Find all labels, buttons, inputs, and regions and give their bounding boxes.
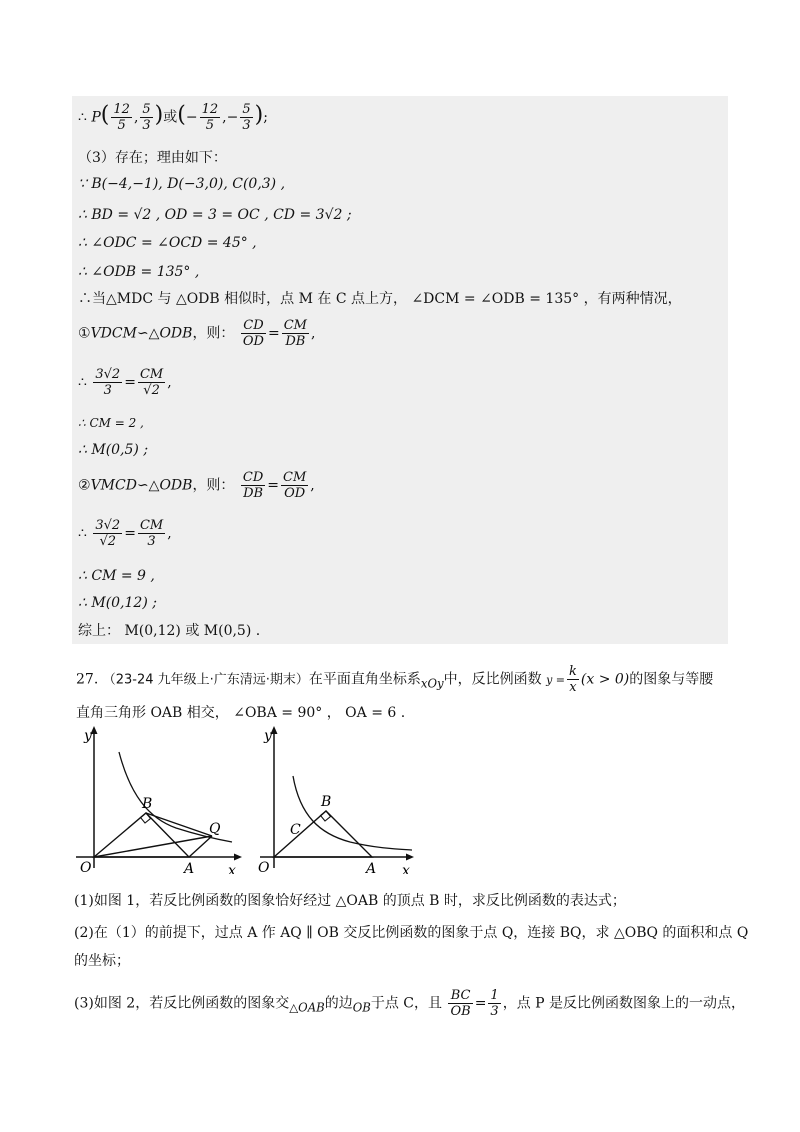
fraction: $\frac{3√2}{√2}$ <box>95 518 121 549</box>
therefore-symbol: ∴ <box>78 109 87 126</box>
similar-statement: VDCM∽△ODB <box>90 325 193 342</box>
fraction: $\frac{12}{5}$ <box>201 102 219 133</box>
label-b: B <box>142 796 153 812</box>
label-c: C <box>290 822 301 838</box>
sub-question-3: (3)如图 2，若反比例函数的图象交$_{\triangle OAB}$的边$_{OB}$于点 C，且 $\frac{BC}{OB}$ = $\frac{1}{3}$ ，点 P 是反比例函数图象上的一动点， <box>74 988 746 1019</box>
figure-2 <box>250 724 430 874</box>
label-o: O <box>80 860 92 874</box>
label-a: A <box>366 861 377 874</box>
case-2-line: ②VMCD∽△ODB，则： $\frac{CD}{DB}$ = $\frac{CM}{OD}$ , <box>78 470 315 501</box>
case-1-point: ∴ M(0,5) ; <box>78 442 149 458</box>
function-fraction: $\frac{k}{x}$ <box>569 664 577 695</box>
fraction: $\frac{CD}{OD}$ <box>242 318 264 349</box>
case-1-ratio: ∴ $\frac{3√2}{3}$ = $\frac{CM}{√2}$ , <box>78 367 172 398</box>
xoy-symbol: xOy <box>420 676 444 691</box>
solution-line-7: ∴当△MDC 与 △ODB 相似时，点 M 在 C 点上方， ∠DCM = ∠ODB = 135° ，有两种情况， <box>78 291 682 307</box>
case-2-point: ∴ M(0,12) ; <box>78 595 157 611</box>
fraction: $\frac{12}{5}$ <box>113 102 130 133</box>
ratio-value: $\frac{1}{3}$ <box>490 988 499 1019</box>
sub-question-2-a: (2)在（1）的前提下，过点 A 作 AQ ∥ OB 交反比例函数的图象于点 Q，连接 BQ，求 △OBQ 的面积和点 Q <box>74 925 749 941</box>
question-27-line-2: 直角三角形 OAB 相交， ∠OBA = 90° ， OA = 6 . <box>76 705 406 721</box>
hyperbola-curve <box>293 776 412 850</box>
label-x: x <box>228 863 236 874</box>
fraction: $\frac{CM}{√2}$ <box>139 367 164 398</box>
question-source: （23-24 九年级上·广东清远·期末） <box>102 672 309 688</box>
question-27-line-1: 27. （23-24 九年级上·广东清远·期末）在平面直角坐标系$_{xOy}$中，反比例函数 y = $\frac{k}{x}$ (x > 0)的图象与等腰 <box>76 664 714 695</box>
fraction: $\frac{CM}{3}$ <box>139 518 164 549</box>
circled-one: ① <box>78 325 91 342</box>
summary-line: 综上： M(0,12) 或 M(0,5) . <box>78 623 261 639</box>
fraction: $\frac{CD}{DB}$ <box>242 470 264 501</box>
label-a: A <box>184 861 195 874</box>
segment-oq <box>94 836 212 857</box>
x-axis-arrow <box>234 854 242 861</box>
fraction: $\frac{CM}{OD}$ <box>283 470 307 501</box>
solution-line-1: ∴ P( $\frac{12}{5}$ , $\frac{5}{3}$ )或(− $\frac{12}{5}$ ,− $\frac{5}{3}$ ); <box>78 102 268 133</box>
solution-line-2: （3）存在；理由如下： <box>78 150 227 166</box>
circled-two: ② <box>78 477 91 494</box>
fraction: $\frac{5}{3}$ <box>142 102 151 133</box>
segment-ob: OB <box>352 1000 371 1015</box>
right-angle-mark <box>321 811 331 821</box>
segment-bq <box>146 813 212 836</box>
point-p: P <box>91 109 101 126</box>
sub-question-1: (1)如图 1，若反比例函数的图象恰好经过 △OAB 的顶点 B 时，求反比例函数的表达式； <box>74 893 626 909</box>
triangle-oab <box>94 813 189 857</box>
fraction: $\frac{CM}{DB}$ <box>283 318 307 349</box>
or-word: 或 <box>163 109 178 126</box>
similar-statement: VMCD∽△ODB <box>90 477 193 494</box>
ratio-fraction: $\frac{BC}{OB}$ <box>450 988 471 1019</box>
label-y: y <box>84 728 92 744</box>
fraction: $\frac{5}{3}$ <box>242 102 251 133</box>
solution-line-3: ∵ B(−4,−1), D(−3,0), C(0,3) , <box>78 176 286 192</box>
label-b: B <box>321 794 332 810</box>
fraction: $\frac{3√2}{3}$ <box>95 367 121 398</box>
case-2-ratio: ∴ $\frac{3√2}{√2}$ = $\frac{CM}{3}$ , <box>78 518 172 549</box>
case-1-result: ∴ CM = 2 , <box>78 416 144 430</box>
label-x: x <box>402 863 410 874</box>
label-y: y <box>264 728 272 744</box>
sub-question-2-b: 的坐标； <box>74 953 130 969</box>
label-o: O <box>258 860 270 874</box>
x-axis-arrow <box>406 854 414 861</box>
question-number: 27. <box>76 671 99 688</box>
case-2-result: ∴ CM = 9 , <box>78 568 155 584</box>
figure-1 <box>66 724 246 874</box>
triangle-symbol: △OAB <box>289 1000 325 1015</box>
solution-line-6: ∴ ∠ODB = 135° , <box>78 264 200 280</box>
label-q: Q <box>209 821 221 837</box>
case-1-line: ①VDCM∽△ODB，则： $\frac{CD}{OD}$ = $\frac{CM}{DB}$ , <box>78 318 316 349</box>
solution-line-4: ∴ BD = √2 , OD = 3 = OC , CD = 3√2 ; <box>78 207 352 223</box>
solution-line-5: ∴ ∠ODC = ∠OCD = 45° , <box>78 235 257 251</box>
